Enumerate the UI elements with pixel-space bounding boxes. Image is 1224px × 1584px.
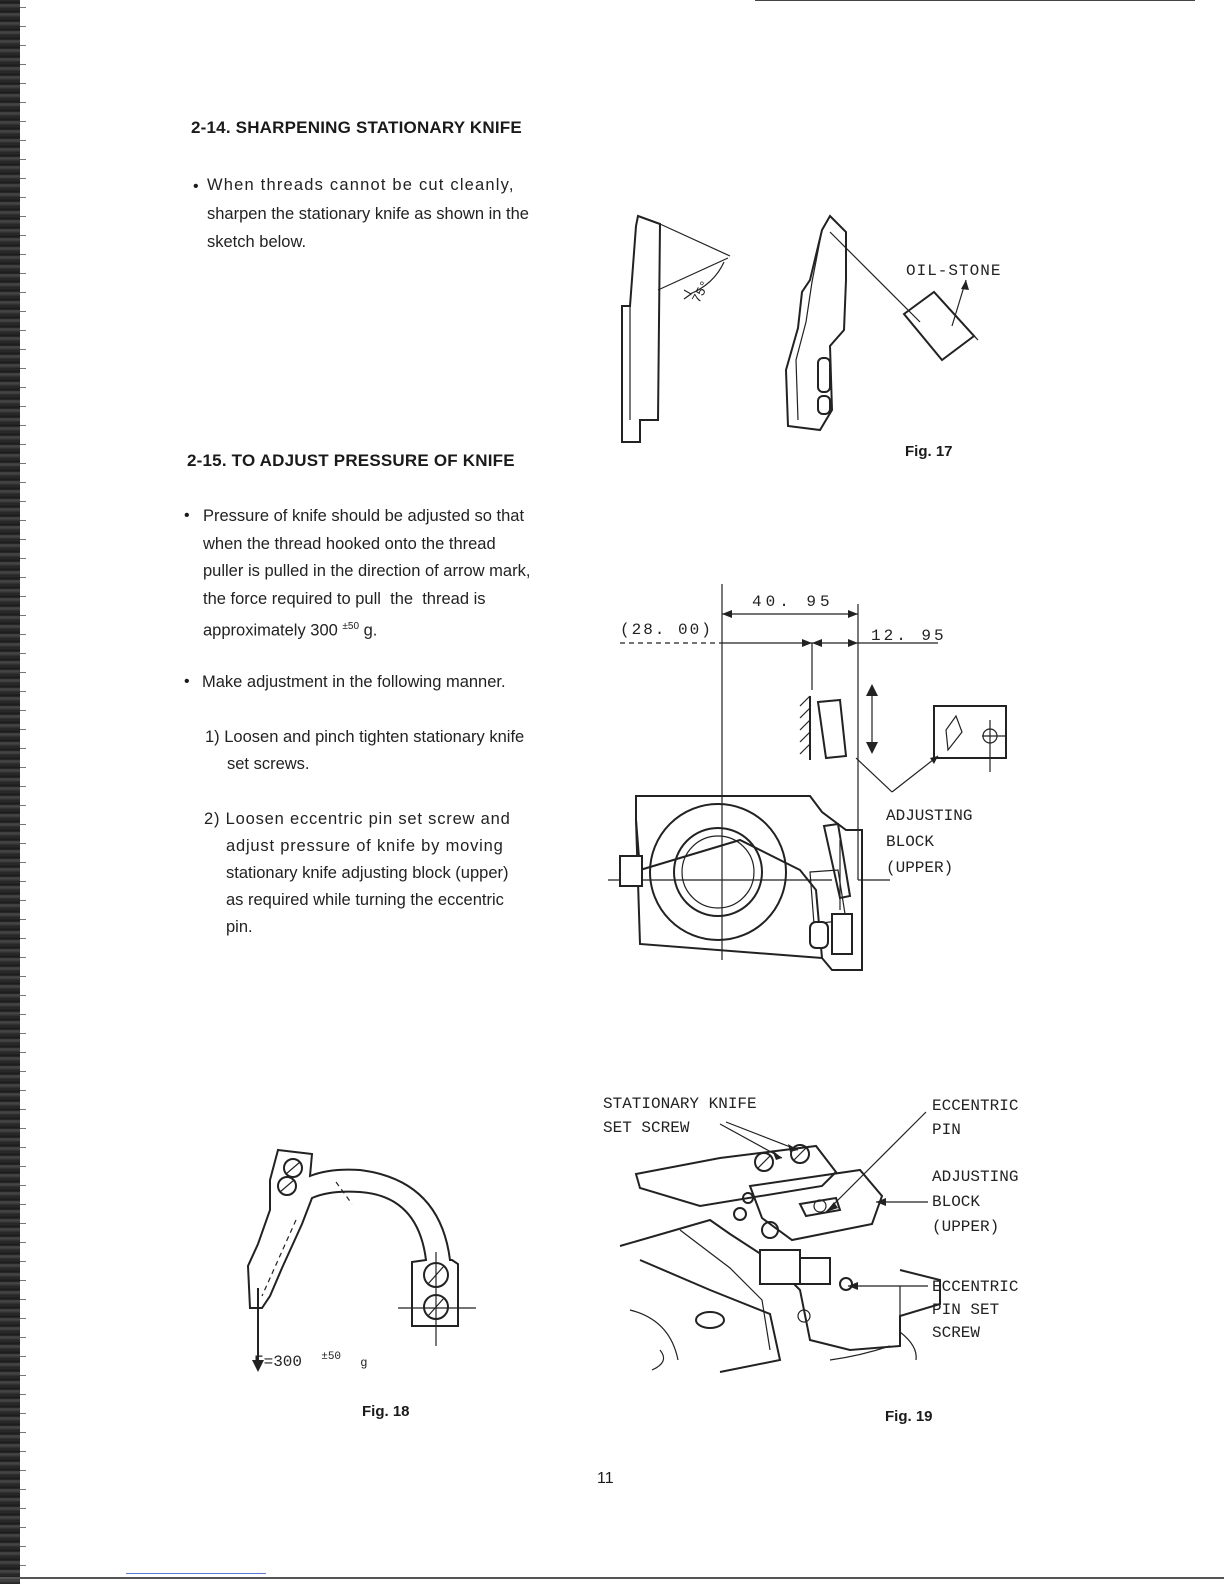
sharpen-line-3: sketch below. [207, 233, 307, 251]
fig19-drawing [600, 1110, 1040, 1390]
label-knife-screw-line2: SET SCREW [603, 1119, 690, 1137]
bottom-link-underline [126, 1573, 266, 1574]
step2-line-5: pin. [226, 918, 253, 936]
force-label: F=300 $^{\pm 50}$ g [254, 1351, 368, 1371]
step2-line-2: adjust pressure of knife by moving [226, 837, 504, 855]
dim-40-95: 40. 95 [752, 593, 834, 611]
step1-line-2: set screws. [227, 755, 310, 773]
pressure-line-1: Pressure of knife should be adjusted so that [203, 507, 525, 525]
adjusting-block-label-line1: ADJUSTING [886, 807, 973, 825]
sharpen-line-2: sharpen the stationary knife as shown in the [207, 205, 529, 223]
label-pin-set-screw-line1: ECCENTRIC [932, 1278, 1019, 1296]
dim-28-00: (28. 00) [620, 621, 713, 639]
bullet-dot: • [184, 507, 190, 524]
heading-sharpening: 2-14. SHARPENING STATIONARY KNIFE [191, 118, 522, 137]
tolerance-superscript: ±50 [342, 621, 360, 632]
adjusting-block-label-line2: BLOCK [886, 833, 935, 851]
pressure-line-3: puller is pulled in the direction of arrow mark, [203, 562, 531, 580]
label-knife-screw-line1: STATIONARY KNIFE [603, 1095, 757, 1113]
scan-edge-shadow [0, 0, 20, 1584]
fig19-caption: Fig. 19 [885, 1408, 933, 1425]
fig18-caption: Fig. 18 [362, 1403, 410, 1420]
bottom-rule [0, 1577, 1224, 1579]
pressure-line-4: the force required to pull the thread is [203, 590, 486, 608]
fig17-drawing [600, 210, 1020, 460]
angle-label: 75° [689, 277, 714, 306]
label-adjusting-block-line1: ADJUSTING [932, 1168, 1019, 1186]
label-adjusting-block-line2: BLOCK [932, 1193, 981, 1211]
fig17-caption: Fig. 17 [905, 443, 953, 460]
adjusting-block-label-line3: (UPPER) [886, 859, 954, 877]
pressure-line-2: when the thread hooked onto the thread [203, 535, 496, 553]
oil-stone-label: OIL-STONE [906, 262, 1002, 280]
manner-line: Make adjustment in the following manner. [202, 673, 506, 691]
label-pin-set-screw-line2: PIN SET [932, 1301, 1000, 1319]
dim-12-95: 12. 95 [871, 627, 947, 645]
label-adjusting-block-line3: (UPPER) [932, 1218, 1000, 1236]
sharpen-line-1: When threads cannot be cut cleanly, [207, 176, 515, 194]
label-eccentric-pin-line2: PIN [932, 1121, 961, 1139]
step1-line-1: 1) Loosen and pinch tighten stationary knife [205, 728, 525, 746]
step2-line-3: stationary knife adjusting block (upper) [226, 864, 509, 882]
step2-line-1: 2) Loosen eccentric pin set screw and [204, 810, 511, 828]
label-pin-set-screw-line3: SCREW [932, 1324, 981, 1342]
heading-pressure: 2-15. TO ADJUST PRESSURE OF KNIFE [187, 451, 515, 470]
label-eccentric-pin-line1: ECCENTRIC [932, 1097, 1019, 1115]
bullet-dot: • [184, 673, 190, 690]
step2-line-4: as required while turning the eccentric [226, 891, 504, 909]
pressure-line-5: approximately 300 $^{\pm 50}$ g. [203, 621, 378, 640]
bullet-dot: • [193, 178, 199, 195]
top-rule [755, 0, 1195, 1]
page-number: 11 [597, 1470, 614, 1487]
